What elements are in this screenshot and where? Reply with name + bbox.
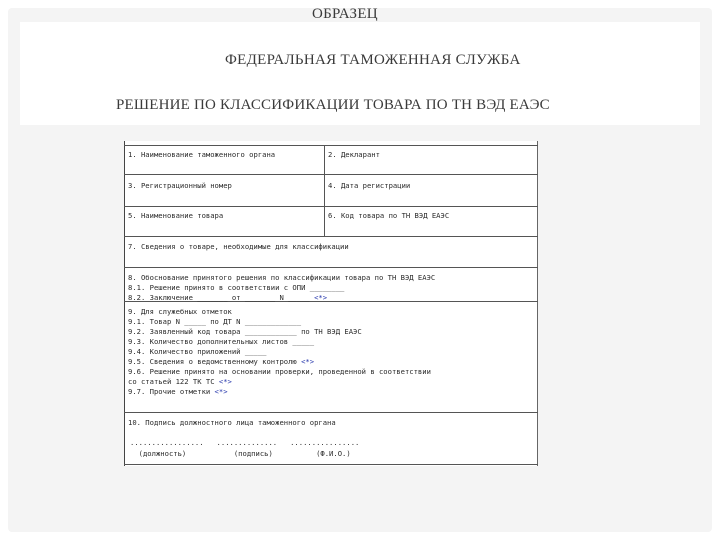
field-9-7-text: 9.7. Прочие отметки <box>128 387 211 396</box>
rule <box>124 236 538 237</box>
field-9-7 <box>128 387 228 397</box>
rule <box>124 206 538 207</box>
rule <box>124 145 538 146</box>
field-9-6: 9.6. Решение принято на основании проверки, проведенной в соответствии <box>128 367 431 376</box>
field-9-3: 9.3. Количество дополнительных листов _____ <box>128 337 315 346</box>
footnote-mark: <*> <box>314 293 328 302</box>
rule <box>124 174 538 175</box>
field-9-5 <box>128 357 314 367</box>
rule <box>124 267 538 268</box>
field-2: 2. Декларант <box>328 150 380 159</box>
field-9-6-text: со статьей 122 ТК ТС <box>128 377 215 386</box>
field-8-2 <box>128 293 327 303</box>
field-6: 6. Код товара по ТН ВЭД ЕАЭС <box>328 211 450 220</box>
field-3: 3. Регистрационный номер <box>128 181 232 190</box>
rule <box>124 464 538 465</box>
footnote-mark: <*> <box>218 377 232 386</box>
field-8-2-text: 8.2. Заключение _______ от _______ N _____ <box>128 293 310 302</box>
column-divider <box>324 145 325 236</box>
form-document <box>124 141 538 466</box>
field-9-4: 9.4. Количество приложений _____ <box>128 347 267 356</box>
field-9-1: 9.1. Товар N _____ по ДТ N _____________ <box>128 317 302 326</box>
field-8: 8. Обоснование принятого решения по классификации товара по ТН ВЭД ЕАЭС <box>128 273 436 282</box>
field-5: 5. Наименование товара <box>128 211 224 220</box>
field-8-1: 8.1. Решение принято в соответствии с ОПИ ________ <box>128 283 345 292</box>
field-4: 4. Дата регистрации <box>328 181 411 190</box>
field-10: 10. Подпись должностного лица таможенного органа <box>128 418 336 427</box>
signature-labels: (должность) (подпись) (Ф.И.О.) <box>130 449 351 458</box>
footnote-mark: <*> <box>301 357 315 366</box>
field-9-5-text: 9.5. Сведения о ведомственному контролю <box>128 357 297 366</box>
field-9-6-cont <box>128 377 232 387</box>
signature-line: ................. .............. ................ <box>130 438 360 447</box>
sample-label: ОБРАЗЕЦ <box>312 6 378 22</box>
footnote-mark: <*> <box>214 387 228 396</box>
page-title: РЕШЕНИЕ ПО КЛАССИФИКАЦИИ ТОВАРА ПО ТН ВЭД ЕАЭС <box>116 97 550 113</box>
field-9-2: 9.2. Заявленный код товара ____________ по ТН ВЭД ЕАЭС <box>128 327 362 336</box>
field-1: 1. Наименование таможенного органа <box>128 150 276 159</box>
rule <box>124 412 538 413</box>
agency-name: ФЕДЕРАЛЬНАЯ ТАМОЖЕННАЯ СЛУЖБА <box>225 52 521 68</box>
field-9: 9. Для служебных отметок <box>128 307 232 316</box>
field-7: 7. Сведения о товаре, необходимые для классификации <box>128 242 349 251</box>
